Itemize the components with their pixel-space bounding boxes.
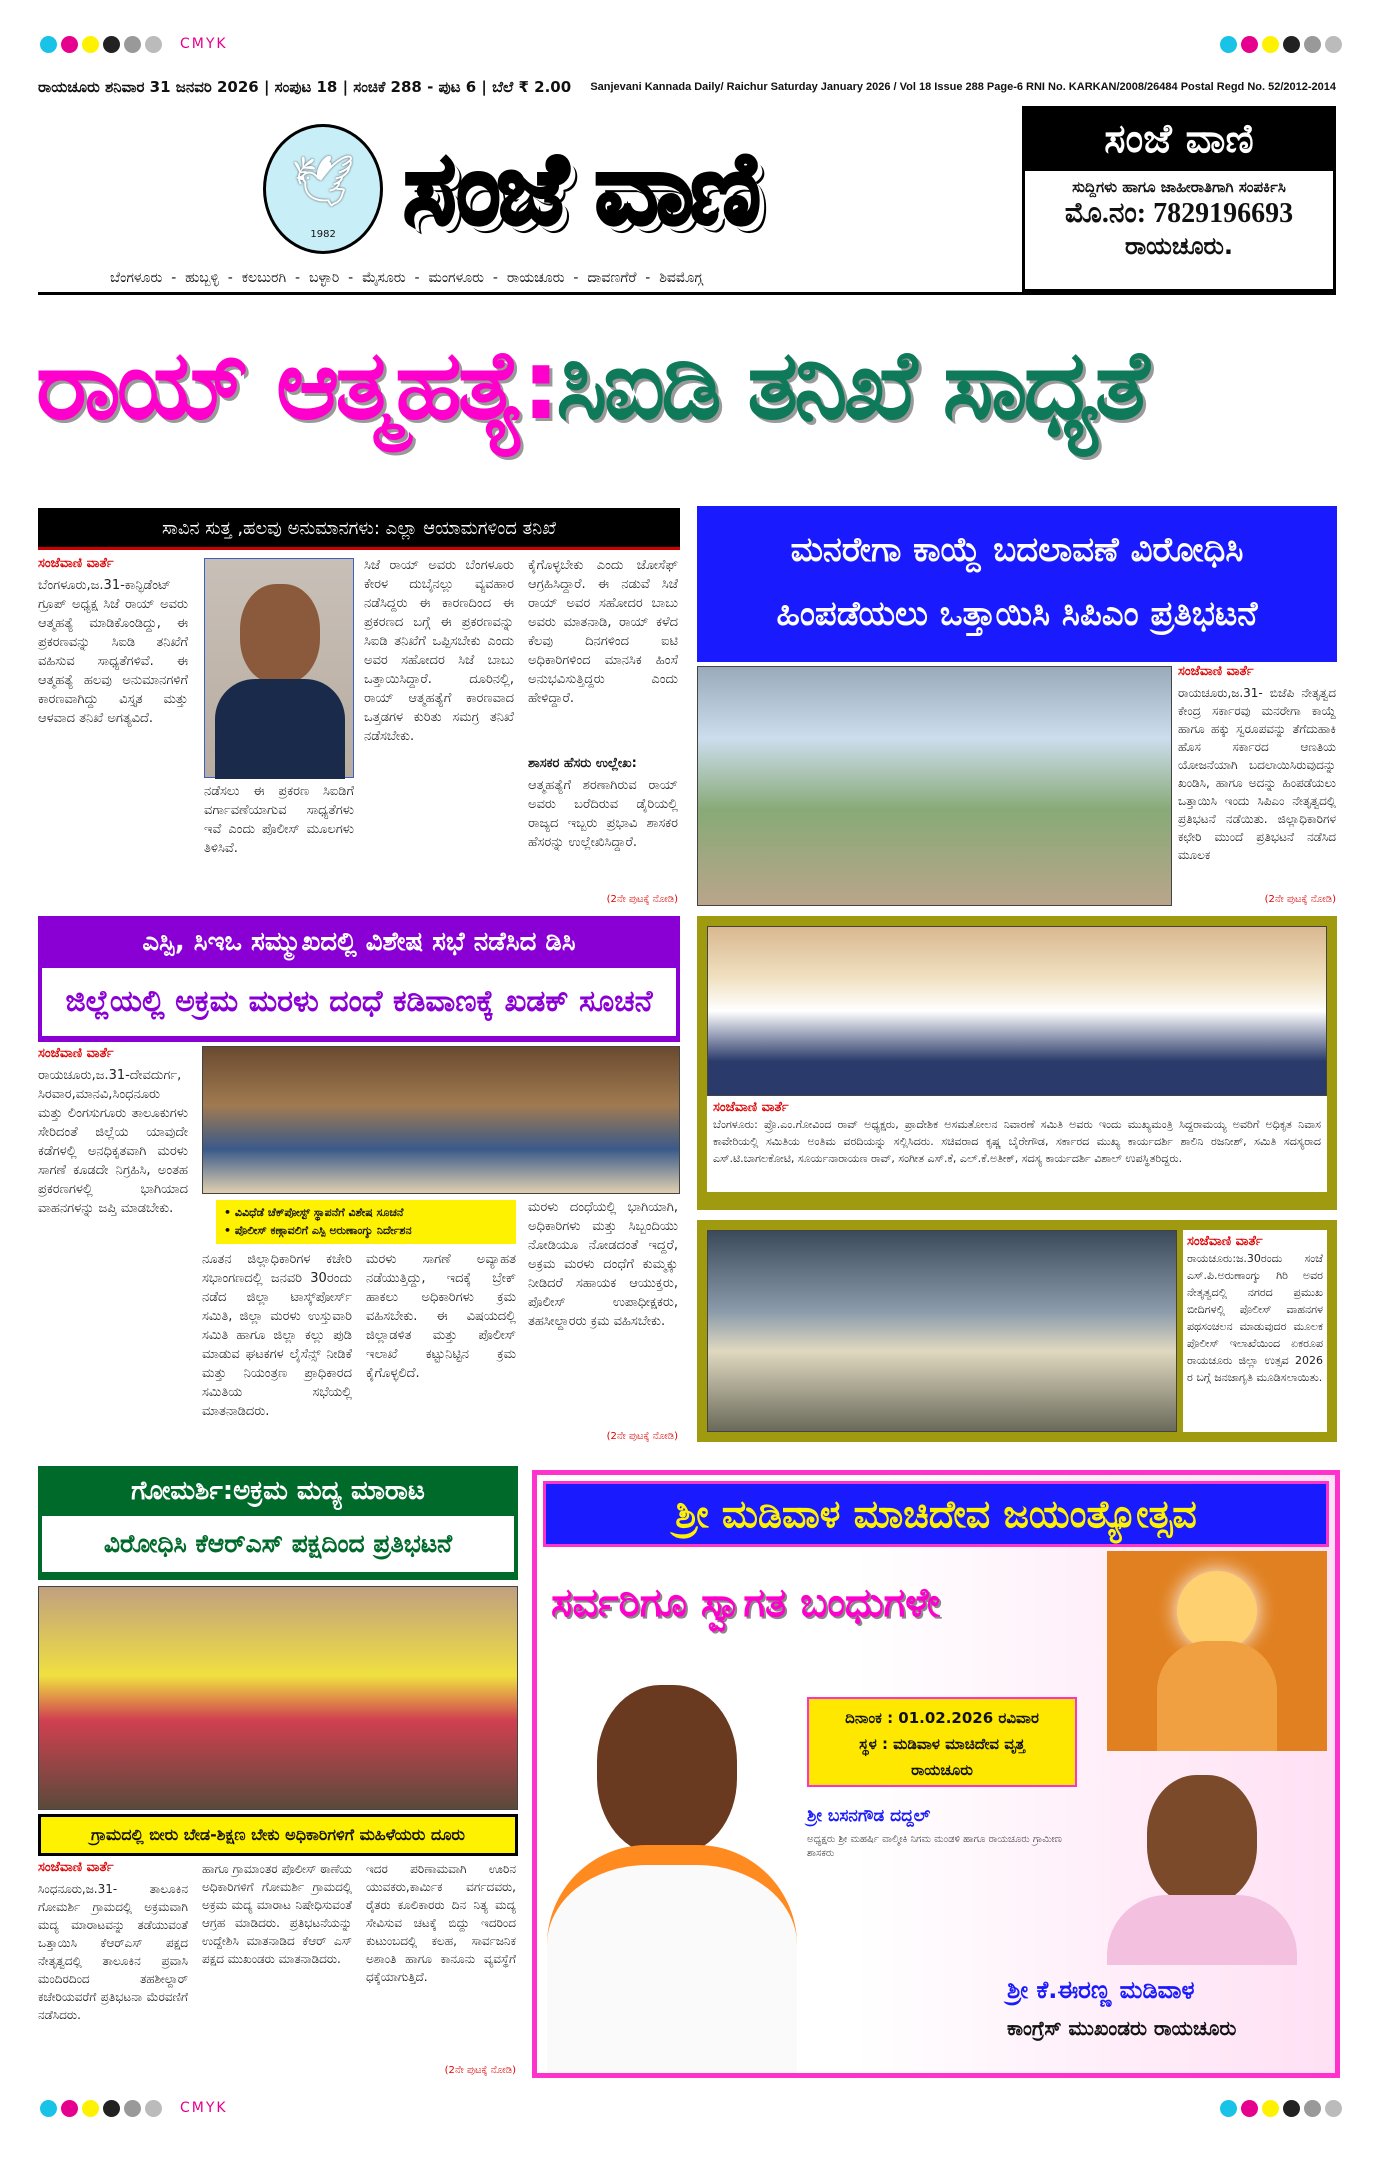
dove-logo-icon: 🕊 1982 (263, 124, 383, 254)
article6-kicker: ಸಂಜೆವಾಣಿ ವಾರ್ತೆ (38, 1860, 114, 1875)
article1-subhead: ಶಾಸಕರ ಹೆಸರು ಉಲ್ಲೇಖ: (528, 756, 637, 771)
main-headline-part1: ರಾಯ್ ಆತ್ಮಹತ್ಯೆ: (36, 329, 557, 441)
masthead-logo (50, 118, 970, 260)
main-headline (36, 300, 1336, 470)
dateline-english: Sanjevani Kannada Daily/ Raichur Saturday January 2026 / Vol 18 Issue 288 Page-6 RNI No. KARKAN/2008/26484 Postal Regd No. 52/2012-2014 (590, 81, 1336, 93)
article1-continued-link[interactable]: (2ನೇ ಪುಟಕ್ಕೆ ನೋಡಿ) (606, 894, 678, 905)
article3-continued-link[interactable]: (2ನೇ ಪುಟಕ್ಕೆ ನೋಡಿ) (606, 1431, 678, 1442)
article2-headline-line1: ಮನರೇಗಾ ಕಾಯ್ದೆ ಬದಲಾವಣೆ ವಿರೋಧಿಸಿ (790, 530, 1244, 570)
article4-body: ಬೆಂಗಳೂರು: ಪ್ರೊ.ಎಂ.ಗೋವಿಂದ ರಾವ್ ಅಧ್ಯಕ್ಷರು, ಪ್ರಾದೇಶಿಕ ಅಸಮತೋಲನ ನಿವಾರಣೆ ಸಮಿತಿ ಅವರು ಇಂದು ಮುಖ್ಯಮಂತ್ರಿ ಸಿದ್ದರಾಮಯ್ಯ ಅವರಿಗೆ ಅಧಿಕೃತ ನಿವಾಸ ಕಾವೇರಿಯಲ್ಲಿ ಸಮಿತಿಯ ಅಂತಿಮ ವರದಿಯನ್ನು ಸಲ್ಲಿಸಿದರು. ಸಚಿವರಾದ ಕೃಷ್ಣ ಬೈರೇಗೌಡ, ಸರ್ಕಾರದ ಮುಖ್ಯ ಕಾರ್ಯದರ್ಶಿ ಶಾಲಿನಿ ರಜನೀಶ್, ಸಮಿತಿ ಸದಸ್ಯರಾದ ಎಸ್.ಟಿ.ಬಾಗಲಕೋಟಿ, ಸೂರ್ಯನಾರಾಯಣ ರಾವ್, ಸಂಗೀತ ಎಸ್.ಕೆ, ಎಲ್.ಕೆ.ಅತೀಕ್, ಸದಸ್ಯ ಕಾರ್ಯದರ್ಶಿ ವಿಶಾಲ್ ಉಪಸ್ಥಿತರಿದ್ದರು. (713, 1118, 1321, 1165)
masthead-title: ಸಂಜೆ ವಾಣಿ (403, 130, 757, 247)
article3-col4: ಮರಳು ದಂಧೆಯಲ್ಲಿ ಭಾಗಿಯಾಗಿ, ಅಧಿಕಾರಿಗಳು ಮತ್ತು ಸಿಬ್ಬಂದಿಯು ನೋಡಿಯೂ ನೋಡದಂತೆ ಇದ್ದರೆ, ಅಕ್ರಮ ಮರಳು ದಂಧೆಗೆ ಕುಮ್ಮಕ್ಕು ನೀಡಿದರೆ ಸಹಾಯಕ ಆಯುಕ್ತರು, ಪೊಲೀಸ್ ಉಪಾಧೀಕ್ಷಕರು, ತಹಸೀಲ್ದಾರರು ಕ್ರಮ ವಹಿಸಬೇಕು. (528, 1200, 678, 1329)
article3-photo-meeting (202, 1046, 680, 1194)
article3-bullet-box (216, 1200, 516, 1244)
article1-col2: ನಡೆಸಲು ಈ ಪ್ರಕರಣ ಸಿಐಡಿಗೆ ವರ್ಗಾವಣೆಯಾಗುವ ಸಾಧ್ಯತೆಗಳು ಇವೆ ಎಂದು ಪೊಲೀಸ್ ಮೂಲಗಳು ತಿಳಿಸಿವೆ. (204, 784, 354, 856)
article5-box (697, 1220, 1337, 1442)
article4-photo (707, 926, 1327, 1096)
article6-headline-line1: ಗೋಮರ್ಶಿ:ಅಕ್ರಮ ಮದ್ಯ ಮಾರಾಟ (131, 1476, 425, 1506)
advert-details-box (807, 1697, 1077, 1787)
article2-photo-protest (697, 666, 1172, 906)
logo-year: 1982 (310, 229, 336, 240)
advert-title: ಶ್ರೀ ಮಡಿವಾಳ ಮಾಚಿದೇವ ಜಯಂತ್ಯೋತ್ಸವ (543, 1481, 1329, 1547)
article6-headline-box (38, 1466, 518, 1580)
article2-continued-link[interactable]: (2ನೇ ಪುಟಕ್ಕೆ ನೋಡಿ) (1264, 894, 1336, 905)
cmyk-label-bottom: CMYK (180, 2100, 228, 2116)
article1-col3: ಸಿಜೆ ರಾಯ್ ಅವರು ಬೆಂಗಳೂರು ಕೇರಳ ದುಬೈನಲ್ಲು ವ್ಯವಹಾರ ನಡೆಸಿದ್ದರು ಈ ಕಾರಣದಿಂದ ಈ ಪ್ರಕರಣದ ಬಗ್ಗೆ ಈ ಪ್ರಕರಣವನ್ನು ಸಿಐಡಿ ತನಿಖೆಗೆ ಒಪ್ಪಿಸಬೇಕು ಎಂದು ಅವರ ಸಹೋದರ ಸಿಜೆ ಬಾಬು ಒತ್ತಾಯಿಸಿದ್ದಾರೆ. ದೂರಿನಲ್ಲಿ, ರಾಯ್ ಆತ್ಮಹತ್ಯೆಗೆ ಕಾರಣವಾದ ಒತ್ತಡಗಳ ಕುರಿತು ಸಮಗ್ರ ತನಿಖೆ ನಡೆಸಬೇಕು. (364, 558, 514, 744)
article6-col1: ಸಿಂಧನೂರು,ಜ.31- ತಾಲೂಕಿನ ಗೋಮರ್ಶಿ ಗ್ರಾಮದಲ್ಲಿ ಅಕ್ರಮವಾಗಿ ಮದ್ಯ ಮಾರಾಟವನ್ನು ತಡೆಯುವಂತೆ ಒತ್ತಾಯಿಸಿ ಕೆಆರ್‌ಎಸ್ ಪಕ್ಷದ ನೇತೃತ್ವದಲ್ಲಿ ತಾಲೂಕಿನ ಪ್ರವಾಸಿ ಮಂದಿರದಿಂದ ತಹಶೀಲ್ದಾರ್ ಕಚೇರಿಯವರೆಗೆ ಪ್ರತಿಭಟನಾ ಮೆರವಣಿಗೆ ನಡೆಸಿದರು. (38, 1882, 188, 2022)
advert-venue: ಸ್ಥಳ : ಮಡಿವಾಳ ಮಾಚಿದೇವ ವೃತ್ತ (859, 1735, 1025, 1753)
registration-dots-right (1220, 36, 1342, 53)
contact-box (1022, 106, 1336, 292)
article3-headline-box (38, 916, 680, 1042)
masthead-rule (38, 292, 1336, 295)
article5-kicker: ಸಂಜೆವಾಣಿ ವಾರ್ತೆ (1187, 1234, 1263, 1249)
dateline-kannada: ರಾಯಚೂರು ಶನಿವಾರ 31 ಜನವರಿ 2026 | ಸಂಪುಟ 18 | ಸಂಚಿಕೆ 288 - ಪುಟ 6 | ಬೆಲೆ ₹ 2.00 (38, 78, 572, 96)
article3-bullet2: • ಪೊಲೀಸ್ ಕಣ್ಗಾವಲಿಗೆ ಎಸ್ಪಿ ಅರುಣಾಂಗ್ಶು ನಿರ್ದೇಶನ (224, 1224, 412, 1237)
article4-kicker: ಸಂಜೆವಾಣಿ ವಾರ್ತೆ (713, 1100, 789, 1115)
article1-photo-portrait (204, 558, 354, 778)
article3-bullet1: • ವಿವಿಧೆಡೆ ಚೆಕ್‌ಪೋಸ್ಟ್ ಸ್ಥಾಪನೆಗೆ ವಿಶೇಷ ಸೂಚನೆ (224, 1206, 404, 1219)
advert-saint-image (1107, 1551, 1327, 1751)
article3-col2: ನೂತನ ಜಿಲ್ಲಾಧಿಕಾರಿಗಳ ಕಚೇರಿ ಸಭಾಂಗಣದಲ್ಲಿ ಜನವರಿ 30ರಂದು ನಡೆದ ಜಿಲ್ಲಾ ಟಾಸ್ಕ್‌ಪೋರ್ಸ್ ಸಮಿತಿ, ಜಿಲ್ಲಾ ಮರಳು ಉಸ್ತುವಾರಿ ಸಮಿತಿ ಹಾಗೂ ಜಿಲ್ಲಾ ಕಲ್ಲು ಪುಡಿ ಮಾಡುವ ಘಟಕಗಳ ಲೈಸೆನ್ಸ್ ನೀಡಿಕೆ ಮತ್ತು ನಿಯಂತ್ರಣ ಪ್ರಾಧಿಕಾರದ ಸಮಿತಿಯ ಸಭೆಯಲ್ಲಿ ಮಾತನಾಡಿದರು. (202, 1252, 352, 1419)
article6-col3: ಇದರ ಪರಿಣಾಮವಾಗಿ ಊರಿನ ಯುವಕರು,ಕಾರ್ಮಿಕ ವರ್ಗದವರು, ರೈತರು ಕೂಲಿಕಾರರು ದಿನ ನಿತ್ಯ ಮದ್ಯ ಸೇವಿಸುವ ಚಟಕ್ಕೆ ಬಿದ್ದು ಇದರಿಂದ ಕುಟುಂಬದಲ್ಲಿ ಕಲಹ, ಸಾರ್ವಜನಿಕ ಅಶಾಂತಿ ಹಾಗೂ ಕಾನೂನು ವ್ಯವಸ್ಥೆಗೆ ಧಕ್ಕೆಯಾಗುತ್ತಿದೆ. (366, 1862, 516, 1984)
article2-body: ರಾಯಚೂರು,ಜ.31- ಬಿಜೆಪಿ ನೇತೃತ್ವದ ಕೇಂದ್ರ ಸರ್ಕಾರವು ಮನರೇಗಾ ಕಾಯ್ದೆ ಹಾಗೂ ಹಕ್ಕು ಸ್ವರೂಪವನ್ನು ತೆಗೆದುಹಾಕಿ ಹೊಸ ಸರ್ಕಾರದ ಆಣತಿಯ ಯೋಜನೆಯಾಗಿ ಬದಲಾಯಿಸಿರುವುದನ್ನು ಖಂಡಿಸಿ, ಹಾಗೂ ಅದನ್ನು ಹಿಂಪಡೆಯಲು ಒತ್ತಾಯಿಸಿ ಇಂದು ಸಿಪಿಎಂ ನೇತೃತ್ವದಲ್ಲಿ ಪ್ರತಿಭಟನೆ ನಡೆಯಿತು. ಜಿಲ್ಲಾಧಿಕಾರಿಗಳ ಕಛೇರಿ ಮುಂದೆ ಪ್ರತಿಭಟನೆ ನಡೆಸಿದ ಮೂಲಕ (1178, 686, 1336, 862)
advert-person1-title: ಅಧ್ಯಕ್ಷರು ಶ್ರೀ ಮಹರ್ಷಿ ವಾಲ್ಮೀಕಿ ನಿಗಮ ಮಂಡಳಿ ಹಾಗೂ ರಾಯಚೂರು ಗ್ರಾಮೀಣ ಶಾಸಕರು (807, 1834, 1062, 1859)
registration-dots-bottom-right (1220, 2100, 1342, 2117)
article1-headline: ಸಾವಿನ ಸುತ್ತ ,ಹಲವು ಅನುಮಾನಗಳು: ಎಲ್ಲಾ ಆಯಾಮಗಳಿಂದ ತನಿಖೆ (38, 508, 680, 550)
advert-person2-title: ಕಾಂಗ್ರೆಸ್ ಮುಖಂಡರು ರಾಯಚೂರು (1007, 2016, 1237, 2040)
cmyk-label: CMYK (180, 36, 228, 52)
article6-headline-line2: ವಿರೋಧಿಸಿ ಕೆಆರ್‌ಎಸ್ ಪಕ್ಷದಿಂದ ಪ್ರತಿಭಟನೆ (42, 1516, 514, 1572)
article3-col3: ಮರಳು ಸಾಗಣೆ ಅವ್ಯಾಹತ ನಡೆಯುತ್ತಿದ್ದು, ಇದಕ್ಕೆ ಬ್ರೇಕ್ ಹಾಕಲು ಅಧಿಕಾರಿಗಳು ಕ್ರಮ ವಹಿಸಬೇಕು. ಈ ವಿಷಯದಲ್ಲಿ ಜಿಲ್ಲಾಡಳಿತ ಮತ್ತು ಪೊಲೀಸ್ ಇಲಾಖೆ ಕಟ್ಟುನಿಟ್ಟಿನ ಕ್ರಮ ಕೈಗೊಳ್ಳಲಿದೆ. (366, 1252, 516, 1381)
article1-col1: ಬೆಂಗಳೂರು,ಜ.31-ಕಾನ್ಫಿಡೆಂಟ್ ಗ್ರೂಪ್ ಅಧ್ಯಕ್ಷ ಸಿಜೆ ರಾಯ್ ಅವರು ಆತ್ಮಹತ್ಯೆ ಮಾಡಿಕೊಂಡಿದ್ದು, ಈ ಪ್ರಕರಣವನ್ನು ಸಿಐಡಿ ತನಿಖೆಗೆ ವಹಿಸುವ ಸಾಧ್ಯತೆಗಳಿವೆ. ಈ ಆತ್ಮಹತ್ಯೆ ಹಲವು ಅನುಮಾನಗಳಿಗೆ ಕಾರಣವಾಗಿದ್ದು ವಿಸ್ತೃತ ಮತ್ತು ಆಳವಾದ ತನಿಖೆ ಅಗತ್ಯವಿದೆ. (38, 578, 188, 726)
contact-city: ರಾಯಚೂರು. (1124, 232, 1234, 260)
advert-person2-photo (1097, 1775, 1307, 1965)
article6-banner: ಗ್ರಾಮದಲ್ಲಿ ಬೀರು ಬೇಡ-ಶಿಕ್ಷಣ ಬೇಕು ಅಧಿಕಾರಿಗಳಿಗೆ ಮಹಿಳೆಯರು ದೂರು (38, 1814, 518, 1856)
main-headline-part2: ಸಿಐಡಿ ತನಿಖೆ ಸಾಧ್ಯತೆ (556, 329, 1146, 441)
advert-person1-name: ಶ್ರೀ ಬಸನಗೌಡ ದದ್ದಲ್ (807, 1806, 931, 1826)
dateline (38, 78, 1336, 96)
contact-box-title: ಸಂಜೆ ವಾಣಿ (1025, 109, 1333, 171)
article1-col4b: ಆತ್ಮಹತ್ಯೆಗೆ ಶರಣಾಗಿರುವ ರಾಯ್ ಅವರು ಬರೆದಿರುವ ಡೈರಿಯಲ್ಲಿ ರಾಜ್ಯದ ಇಬ್ಬರು ಪ್ರಭಾವಿ ಶಾಸಕರ ಹೆಸರನ್ನು ಉಲ್ಲೇಖಿಸಿದ್ದಾರೆ. (528, 778, 678, 850)
article3-headline-line1: ಎಸ್ಪಿ, ಸಿಇಒ ಸಮ್ಮುಖದಲ್ಲಿ ವಿಶೇಷ ಸಭೆ ನಡೆಸಿದ ಡಿಸಿ (142, 927, 576, 957)
article3-headline-line2: ಜಿಲ್ಲೆಯಲ್ಲಿ ಅಕ್ರಮ ಮರಳು ದಂಧೆ ಕಡಿವಾಣಕ್ಕೆ ಖಡಕ್ ಸೂಚನೆ (42, 968, 676, 1036)
advert-city: ರಾಯಚೂರು (911, 1761, 973, 1779)
article2-headline-box (697, 506, 1337, 662)
advert-welcome: ಸರ್ವರಿಗೂ ಸ್ವಾಗತ ಬಂಧುಗಳೇ (551, 1580, 940, 1626)
advert-person1-photo (547, 1675, 797, 2075)
article5-photo-police (707, 1230, 1177, 1432)
advert-date: ದಿನಾಂಕ : 01.02.2026 ರವಿವಾರ (845, 1709, 1039, 1727)
article4-box (697, 916, 1337, 1210)
advert-person2-name: ಶ್ರೀ ಕೆ.ಈರಣ್ಣ ಮಡಿವಾಳ (1007, 1976, 1195, 2004)
masthead-cities: ಬೆಂಗಳೂರು - ಹುಬ್ಬಳ್ಳಿ - ಕಲಬುರಗಿ - ಬಳ್ಳಾರಿ - ಮೈಸೂರು - ಮಂಗಳೂರು - ರಾಯಚೂರು - ದಾವಣಗೆರೆ - ಶಿವಮೊಗ್ಗ (110, 270, 703, 286)
article3-col1: ರಾಯಚೂರು,ಜ.31-ದೇವದುರ್ಗ, ಸಿರವಾರ,ಮಾನವಿ,ಸಿಂಧನೂರು ಮತ್ತು ಲಿಂಗಸುಗೂರು ತಾಲೂಕುಗಳು ಸೇರಿದಂತೆ ಜಿಲ್ಲೆಯ ಯಾವುದೇ ಕಡೆಗಳಲ್ಲಿ ಅನಧಿಕೃತವಾಗಿ ಮರಳು ಸಾಗಣೆ ಕೂಡದೇ ನಿಗ್ರಹಿಸಿ, ಅಂತಹ ಪ್ರಕರಣಗಳಲ್ಲಿ ಭಾಗಿಯಾದ ವಾಹನಗಳನ್ನು ಜಪ್ತಿ ಮಾಡಬೇಕು. (38, 1068, 188, 1216)
contact-phone: ಮೊ.ನಂ: 7829196693 (1064, 198, 1294, 229)
article5-body: ರಾಯಚೂರು:ಜ.30ರಂದು ಸಂಜೆ ಎಸ್.ಪಿ.ಅರುಣಾಂಗ್ಶು ಗಿರಿ ಅವರ ನೇತೃತ್ವದಲ್ಲಿ ನಗರದ ಪ್ರಮುಖ ಬೀದಿಗಳಲ್ಲಿ ಪೊಲೀಸ್ ವಾಹನಗಳ ಪಥಸಂಚಲನ ಮಾಡುವುದರ ಮೂಲಕ ಪೊಲೀಸ್ ಇಲಾಖೆಯಿಂದ ಏಕರೂಪ ರಾಯಚೂರು ಜಿಲ್ಲಾ ಉತ್ಸವ 2026 ರ ಬಗ್ಗೆ ಜನಜಾಗೃತಿ ಮೂಡಿಸಲಾಯಿತು. (1187, 1252, 1323, 1384)
article1-kicker: ಸಂಜೆವಾಣಿ ವಾರ್ತೆ (38, 556, 114, 571)
registration-dots-left (40, 36, 162, 53)
article6-photo (38, 1586, 518, 1810)
advert-box (532, 1470, 1340, 2078)
contact-box-text: ಸುದ್ದಿಗಳು ಹಾಗೂ ಜಾಹೀರಾತಿಗಾಗಿ ಸಂಪರ್ಕಿಸಿ (1072, 178, 1286, 196)
article6-continued-link[interactable]: (2ನೇ ಪುಟಕ್ಕೆ ನೋಡಿ) (444, 2065, 516, 2076)
article6-col2: ಹಾಗೂ ಗ್ರಾಮಾಂತರ ಪೊಲೀಸ್ ಠಾಣೆಯ ಅಧಿಕಾರಿಗಳಿಗೆ ಗೋಮರ್ಶಿ ಗ್ರಾಮದಲ್ಲಿ ಅಕ್ರಮ ಮದ್ಯ ಮಾರಾಟ ನಿಷೇಧಿಸುವಂತೆ ಆಗ್ರಹ ಮಾಡಿದರು. ಪ್ರತಿಭಟನೆಯನ್ನು ಉದ್ದೇಶಿಸಿ ಮಾತನಾಡಿದ ಕೆಆರ್ ಎಸ್ ಪಕ್ಷದ ಮುಖಂಡರು ಮಾತನಾಡಿದರು. (202, 1862, 352, 1966)
article2-kicker: ಸಂಜೆವಾಣಿ ವಾರ್ತೆ (1178, 664, 1254, 679)
article2-headline-line2: ಹಿಂಪಡೆಯಲು ಒತ್ತಾಯಿಸಿ ಸಿಪಿಎಂ ಪ್ರತಿಭಟನೆ (776, 594, 1258, 634)
article3-kicker: ಸಂಜೆವಾಣಿ ವಾರ್ತೆ (38, 1046, 114, 1061)
article1-col4: ಕೈಗೊಳ್ಳಬೇಕು ಎಂದು ಜೋಸೆಫ್ ಆಗ್ರಹಿಸಿದ್ದಾರೆ. ಈ ನಡುವೆ ಸಿಜೆ ರಾಯ್ ಅವರ ಸಹೋದರ ಬಾಬು ಅವರು ಮಾತನಾಡಿ, ರಾಯ್ ಕಳೆದ ಕೆಲವು ದಿನಗಳಿಂದ ಐಟಿ ಅಧಿಕಾರಿಗಳಿಂದ ಮಾನಸಿಕ ಹಿಂಸೆ ಅನುಭವಿಸುತ್ತಿದ್ದರು ಎಂದು ಹೇಳಿದ್ದಾರೆ. (528, 558, 678, 706)
registration-dots-bottom-left (40, 2100, 162, 2117)
